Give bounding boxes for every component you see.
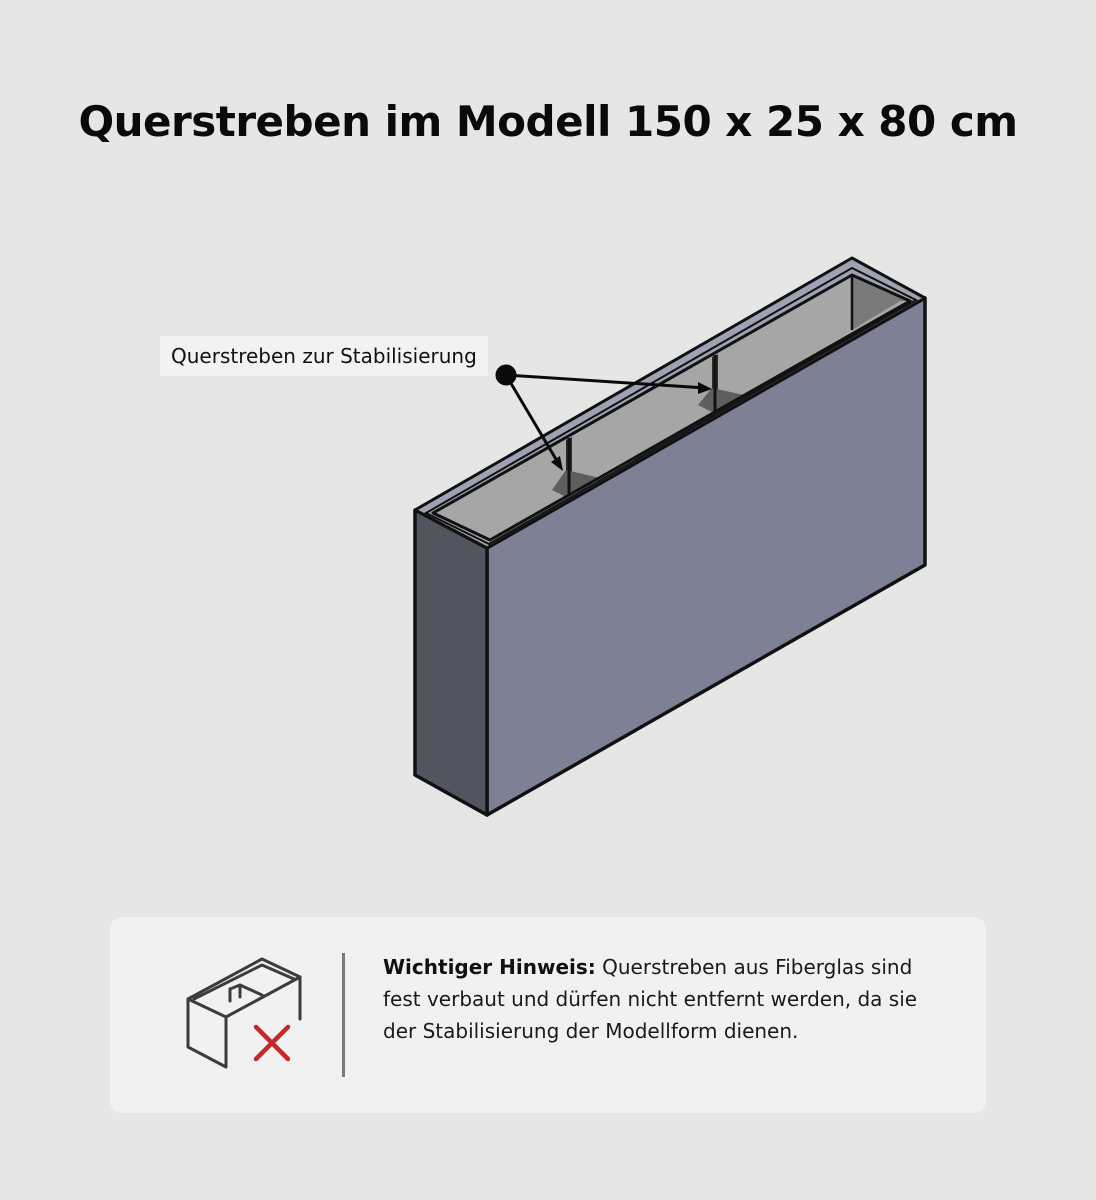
callout-dot bbox=[497, 366, 515, 384]
notice-body: Querstreben aus Fiberglas sind fest verbaut und dürfen nicht entfernt werden, da sie der Stabilisierung der Modellform dienen. bbox=[383, 955, 918, 1043]
callout-label: Querstreben zur Stabilisierung bbox=[160, 336, 488, 376]
notice-divider bbox=[342, 953, 345, 1077]
notice-text bbox=[383, 951, 943, 1047]
notice-card bbox=[110, 917, 986, 1113]
page-title: Querstreben im Modell 150 x 25 x 80 cm bbox=[78, 97, 1018, 146]
side-face bbox=[415, 510, 487, 815]
notice-heading: Wichtiger Hinweis: bbox=[383, 955, 596, 979]
box-remove-icon bbox=[180, 949, 312, 1079]
